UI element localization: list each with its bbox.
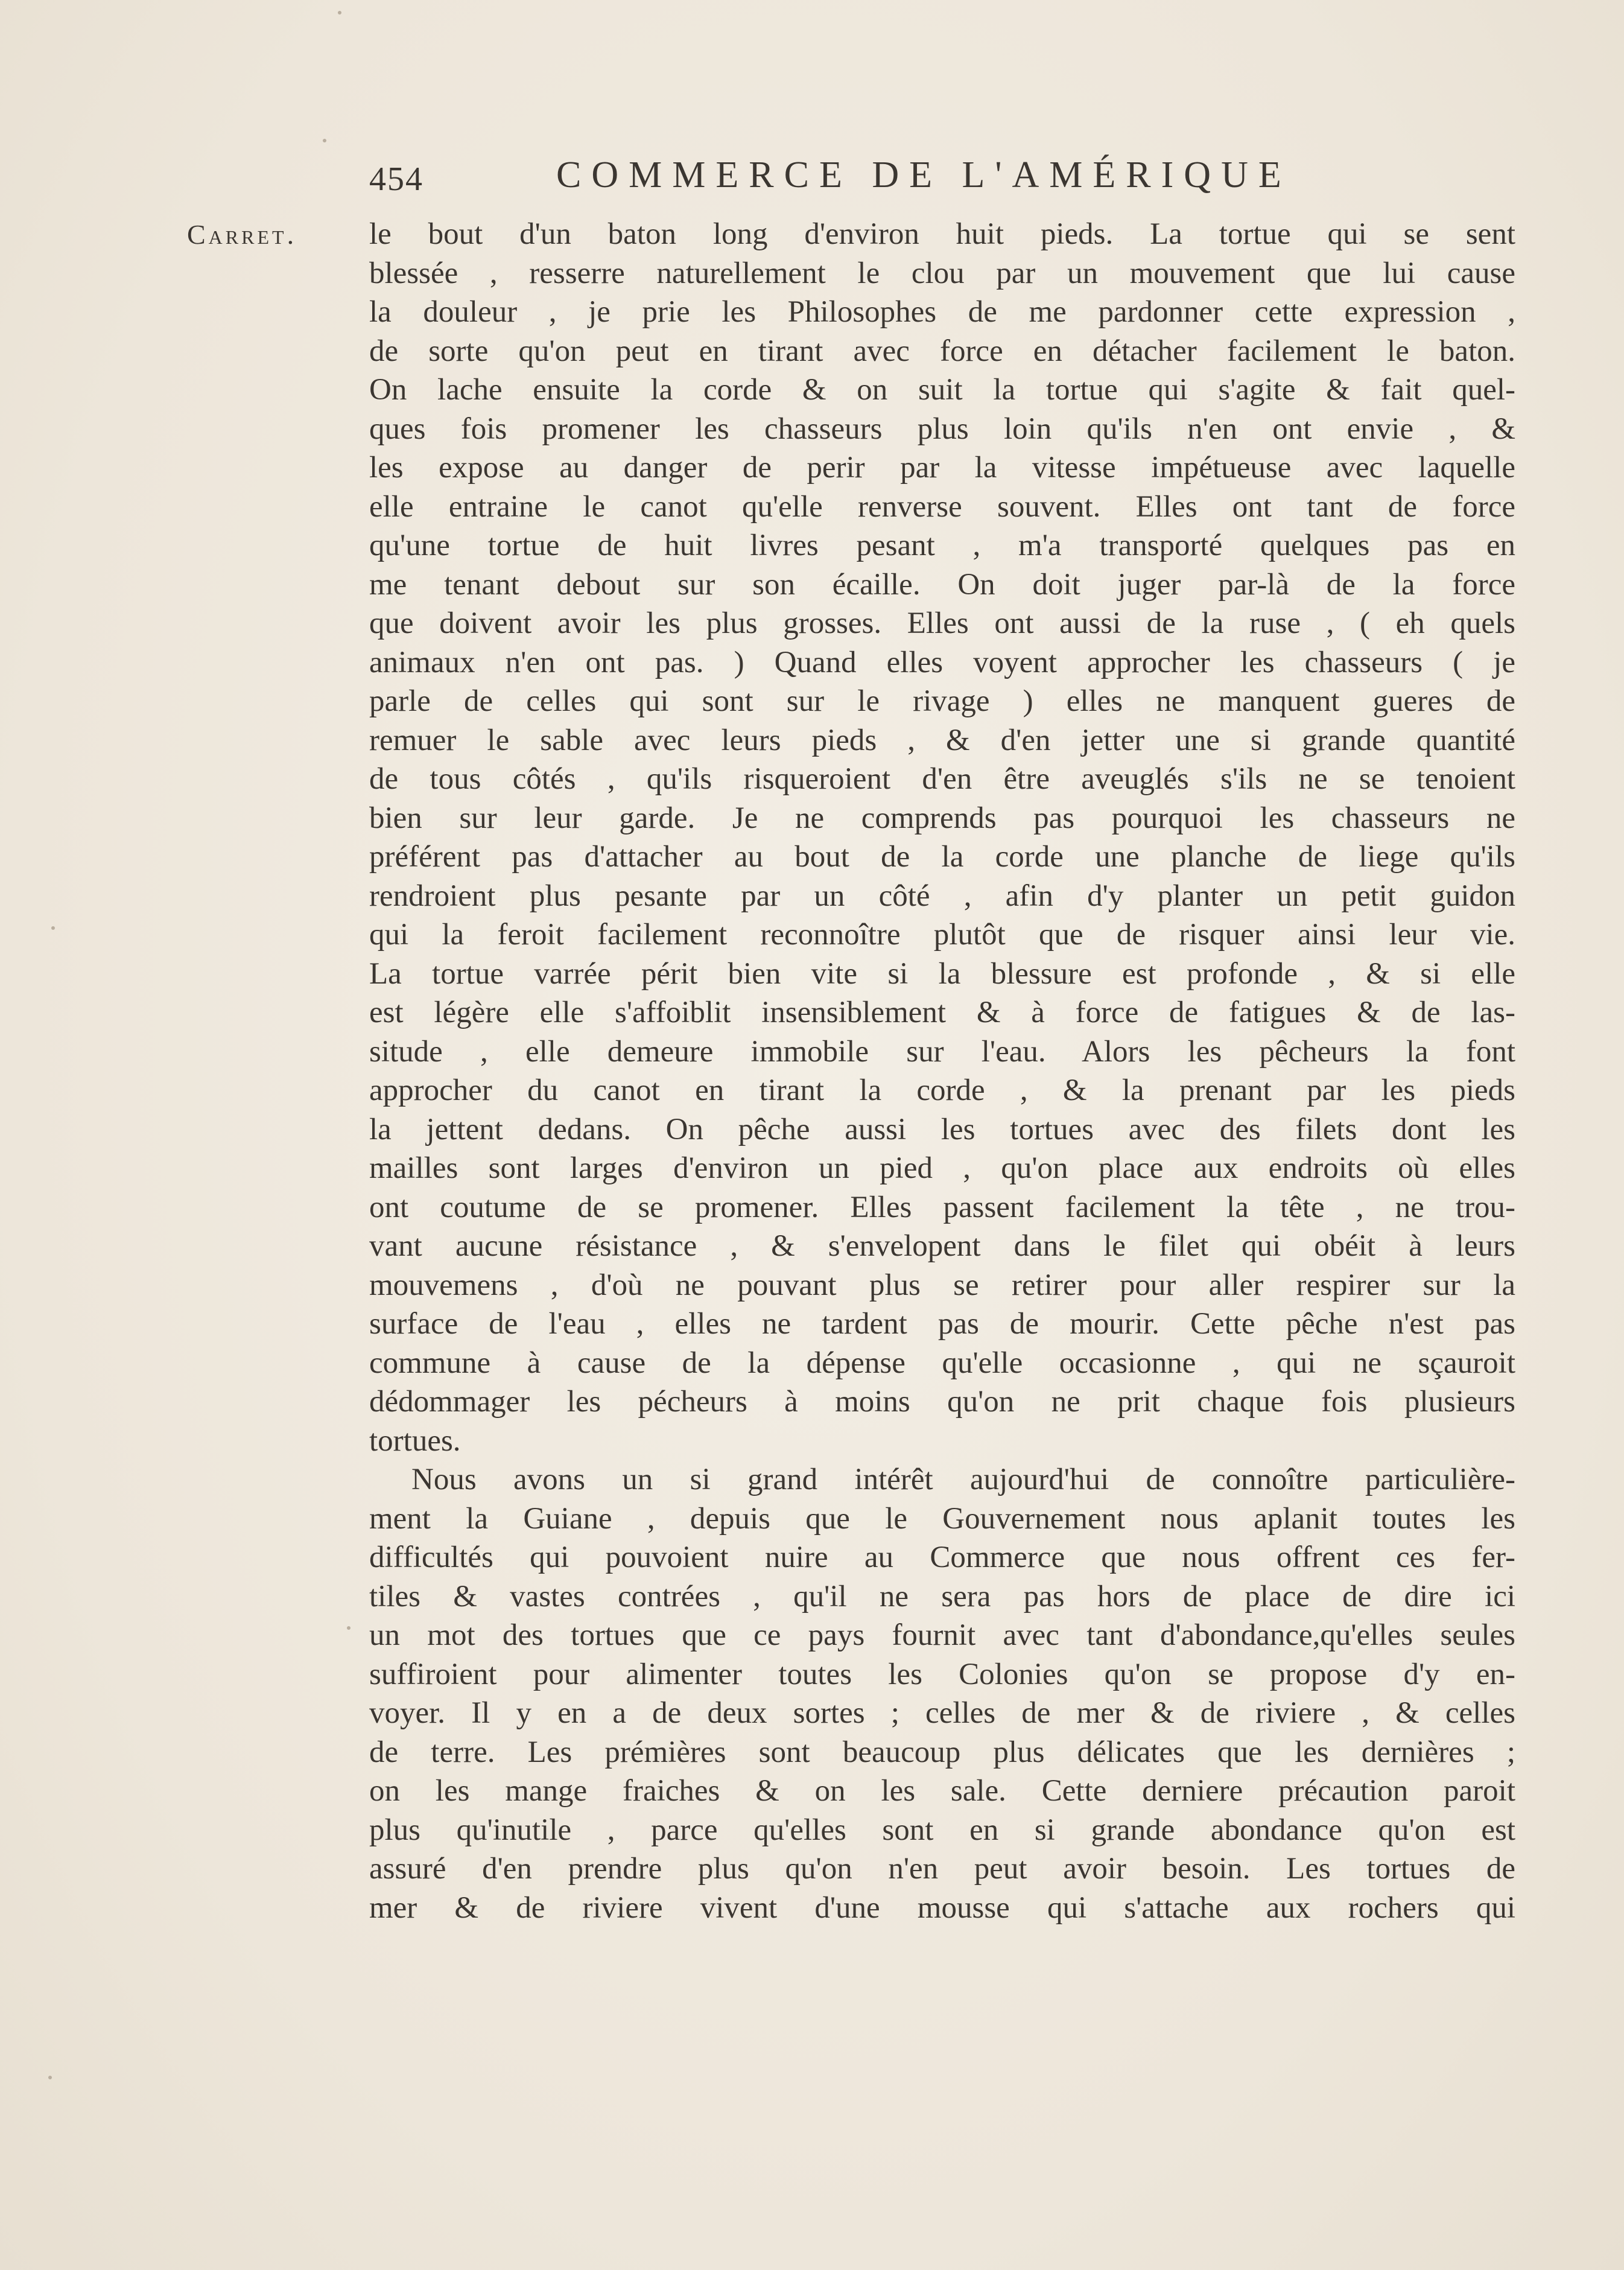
margin-note: Carret. <box>187 219 297 250</box>
paper-speck <box>338 11 341 14</box>
text-line: La tortue varrée périt bien vite si la blessure est profonde , & si elle <box>369 956 1515 991</box>
text-line: mailles sont larges d'environ un pied , qu'on place aux endroits où elles <box>369 1151 1515 1185</box>
text-line: que doivent avoir les plus grosses. Elles ont aussi de la ruse , ( eh quels <box>369 606 1515 640</box>
text-line: ont coutume de se promener. Elles passent facilement la tête , ne trou- <box>369 1190 1515 1224</box>
text-line: le bout d'un baton long d'environ huit pieds. La tortue qui se sent <box>369 217 1515 251</box>
text-line: elle entraine le canot qu'elle renverse souvent. Elles ont tant de force <box>369 489 1515 524</box>
text-line: ment la Guiane , depuis que le Gouvernement nous aplanit toutes les <box>369 1501 1515 1536</box>
text-line: plus qu'inutile , parce qu'elles sont en si grande abondance qu'on est <box>369 1813 1515 1847</box>
text-line: tortues. <box>369 1423 461 1458</box>
text-line: est légère elle s'affoiblit insensiblement & à force de fatigues & de las- <box>369 996 1515 1029</box>
text-line: blessée , resserre naturellement le clou par un mouvement que lui cause <box>369 256 1515 290</box>
paper-speck <box>347 1626 350 1630</box>
text-line: ques fois promener les chasseurs plus loin qu'ils n'en ont envie , & <box>369 412 1515 446</box>
text-line: Nous avons un si grand intérêt aujourd'hui de connoître particulière- <box>411 1463 1515 1496</box>
text-line: tiles & vastes contrées , qu'il ne sera pas hors de place de dire ici <box>369 1579 1515 1613</box>
text-line: animaux n'en ont pas. ) Quand elles voyent approcher les chasseurs ( je <box>369 645 1515 679</box>
text-line: rendroient plus pesante par un côté , afin d'y planter un petit guidon <box>369 879 1515 913</box>
text-line: bien sur leur garde. Je ne comprends pas pourquoi les chasseurs ne <box>369 801 1515 835</box>
text-line: mouvemens , d'où ne pouvant plus se retirer pour aller respirer sur la <box>369 1268 1515 1302</box>
text-line: surface de l'eau , elles ne tardent pas de mourir. Cette pêche n'est pas <box>369 1307 1515 1341</box>
text-line: un mot des tortues que ce pays fournit avec tant d'abondance,qu'elles seules <box>369 1618 1515 1652</box>
paper-speck <box>51 926 55 930</box>
text-line: On lache ensuite la corde & on suit la tortue qui s'agite & fait quel- <box>369 373 1515 407</box>
page-number: 454 <box>369 161 423 198</box>
text-line: de tous côtés , qu'ils risqueroient d'en être aveuglés s'ils ne se tenoient <box>369 762 1515 796</box>
text-line: vant aucune résistance , & s'envelopent dans le filet qui obéit à leurs <box>369 1229 1515 1263</box>
text-line: suffiroient pour alimenter toutes les Colonies qu'on se propose d'y en- <box>369 1657 1515 1691</box>
text-line: commune à cause de la dépense qu'elle occasionne , qui ne sçauroit <box>369 1346 1515 1380</box>
text-line: voyer. Il y en a de deux sortes ; celles de mer & de riviere , & celles <box>369 1696 1515 1730</box>
paper-speck <box>48 2076 52 2079</box>
text-line: on les mange fraiches & on les sale. Cette derniere précaution paroit <box>369 1774 1515 1808</box>
text-line: difficultés qui pouvoient nuire au Commerce que nous offrent ces fer- <box>369 1540 1515 1574</box>
text-line: les expose au danger de perir par la vitesse impétueuse avec laquelle <box>369 451 1515 485</box>
text-line: approcher du canot en tirant la corde , & la prenant par les pieds <box>369 1073 1515 1107</box>
text-line: de terre. Les prémières sont beaucoup plus délicates que les dernières ; <box>369 1735 1515 1769</box>
text-line: situde , elle demeure immobile sur l'eau. Alors les pêcheurs la font <box>369 1034 1515 1069</box>
page-header <box>369 154 1359 202</box>
text-line: qu'une tortue de huit livres pesant , m'a transporté quelques pas en <box>369 529 1515 562</box>
text-line: remuer le sable avec leurs pieds , & d'en jetter une si grande quantité <box>369 723 1515 757</box>
body-text <box>369 215 1515 1927</box>
text-line: dédommager les pécheurs à moins qu'on ne prit chaque fois plusieurs <box>369 1385 1515 1419</box>
text-line: la jettent dedans. On pêche aussi les tortues avec des filets dont les <box>369 1112 1515 1146</box>
text-line: mer & de riviere vivent d'une mousse qui s'attache aux rochers qui <box>369 1890 1515 1925</box>
text-line: de sorte qu'on peut en tirant avec force en détacher facilement le baton. <box>369 334 1515 368</box>
text-line: qui la feroit facilement reconnoître plutôt que de risquer ainsi leur vie. <box>369 918 1515 952</box>
text-line: parle de celles qui sont sur le rivage ) elles ne manquent gueres de <box>369 684 1515 718</box>
text-line: assuré d'en prendre plus qu'on n'en peut avoir besoin. Les tortues de <box>369 1852 1515 1886</box>
running-head: COMMERCE DE L'AMÉRIQUE <box>556 154 1292 196</box>
paper-speck <box>323 139 326 142</box>
text-line: me tenant debout sur son écaille. On doit juger par-là de la force <box>369 567 1515 602</box>
text-line: préférent pas d'attacher au bout de la corde une planche de liege qu'ils <box>369 840 1515 874</box>
text-line: la douleur , je prie les Philosophes de me pardonner cette expression , <box>369 295 1515 329</box>
